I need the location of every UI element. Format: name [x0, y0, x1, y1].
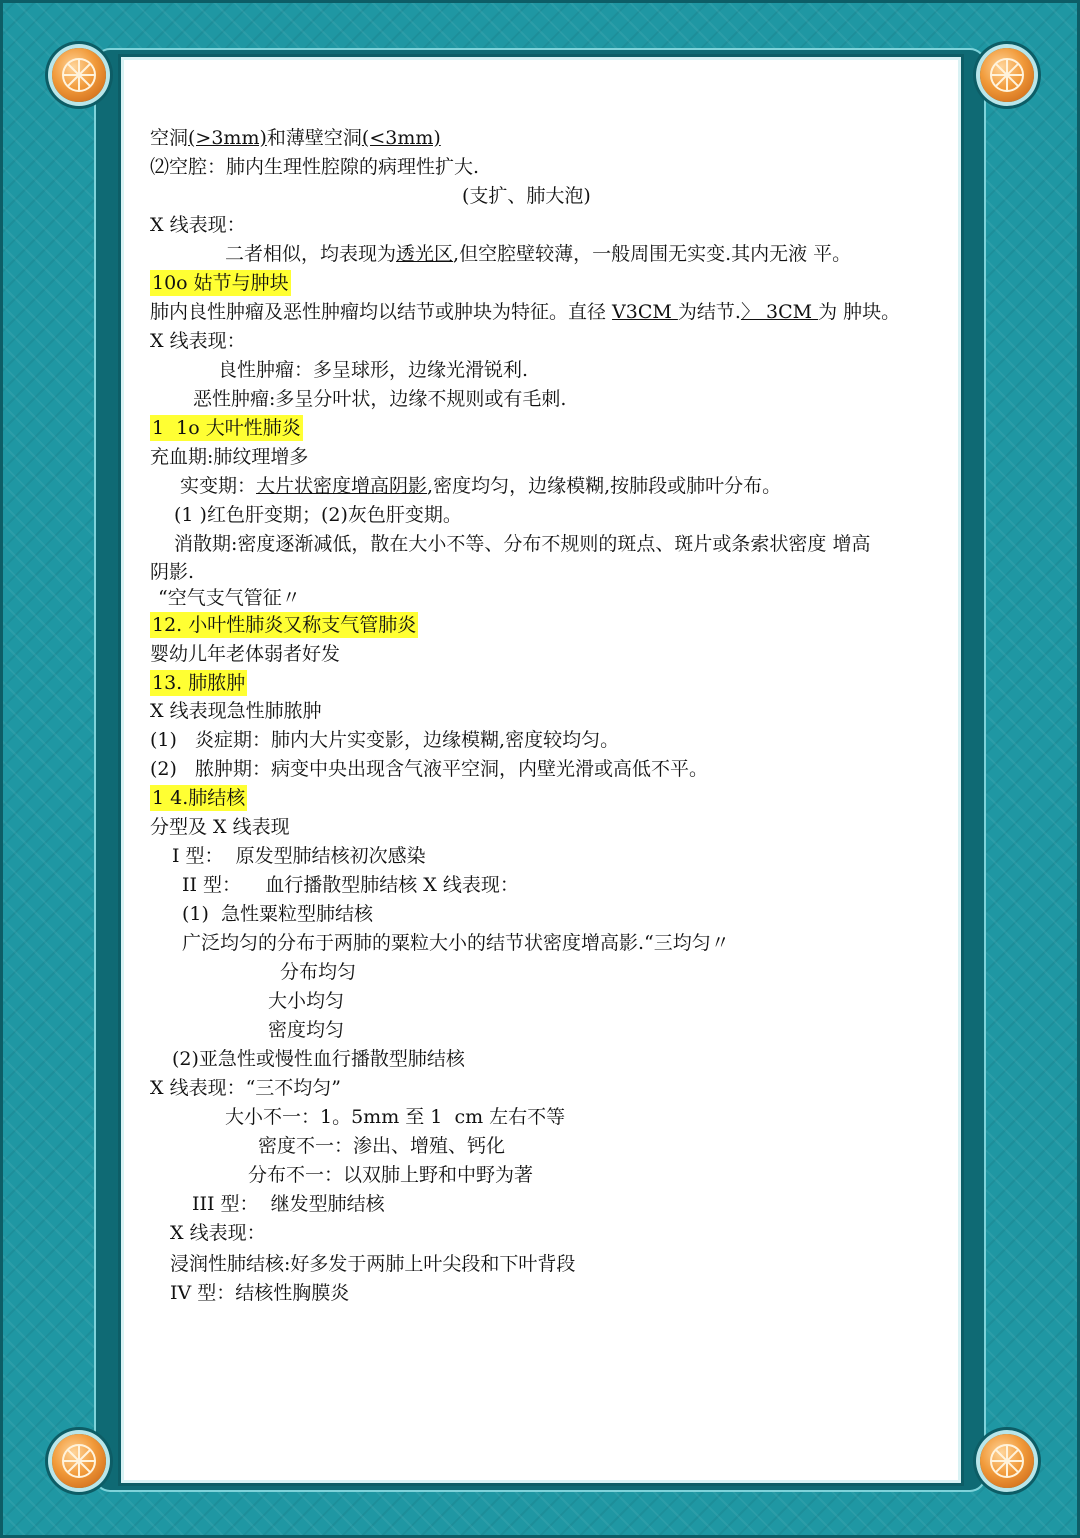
text-span: ,但空腔壁较薄，一般周围无实变.其内无液 平。 — [453, 243, 852, 265]
text-line — [150, 669, 247, 698]
text-line — [150, 784, 247, 813]
text-span: 肺内良性肿瘤及恶性肿瘤均以结节或肿块为特征。直径 — [150, 301, 613, 323]
text-line — [268, 1016, 344, 1045]
text-line — [150, 269, 291, 298]
text-line — [150, 726, 619, 755]
text-line — [150, 640, 340, 669]
text-span: III 型： 继发型肺结核 — [192, 1193, 385, 1215]
text-span: X 线表现： — [170, 1222, 266, 1244]
corner-ornament-icon — [52, 48, 106, 102]
text-line — [150, 755, 708, 784]
text-line — [170, 1250, 575, 1279]
text-span: X 线表现急性肺脓肿 — [150, 700, 322, 722]
text-line — [150, 414, 303, 443]
text-line — [150, 558, 194, 587]
underlined-term: (>3mm) — [188, 127, 267, 149]
section-heading: 12. 小叶性肺炎又称支气管肺炎 — [152, 614, 417, 636]
underlined-term: 透光区 — [396, 243, 454, 265]
text-line — [182, 900, 373, 929]
text-line — [225, 240, 851, 269]
text-span: 密度均匀 — [268, 1019, 345, 1041]
text-line — [193, 385, 566, 414]
text-line — [150, 697, 322, 726]
text-span: X 线表现： — [150, 330, 246, 352]
text-line — [150, 124, 441, 153]
text-line — [170, 1219, 266, 1248]
underlined-term: V3CM — [612, 301, 678, 323]
text-span: 空洞 — [150, 127, 189, 149]
section-heading: 1 4.肺结核 — [152, 787, 246, 809]
text-line — [150, 298, 900, 327]
section-heading: 10o 姑节与肿块 — [152, 272, 289, 294]
text-line — [172, 1045, 465, 1074]
text-line — [172, 842, 426, 871]
text-line — [158, 584, 301, 613]
text-span: ⑵空腔：肺内生理性腔隙的病理性扩大. — [150, 156, 480, 178]
text-span: 良性肿瘤：多呈球形，边缘光滑锐利. — [218, 359, 529, 381]
text-line — [280, 958, 356, 987]
text-span: (2)亚急性或慢性血行播散型肺结核 — [172, 1048, 465, 1070]
text-span: II 型： 血行播散型肺结核 X 线表现： — [182, 874, 519, 896]
text-span: 为 肿块。 — [818, 301, 901, 323]
text-span: 分布均匀 — [280, 961, 357, 983]
text-span: 大小不一：1。5mm 至 1 cm 左右不等 — [225, 1106, 566, 1128]
underlined-term: (<3mm) — [361, 127, 441, 149]
text-span: I 型： 原发型肺结核初次感染 — [172, 845, 426, 867]
text-span: (支扩、肺大泡) — [462, 185, 591, 207]
text-line — [248, 1161, 533, 1190]
text-span: 浸润性肺结核:好多发于两肺上叶尖段和下叶背段 — [170, 1253, 576, 1275]
text-span: (1) 炎症期：肺内大片实变影，边缘模糊,密度较均匀。 — [150, 729, 620, 751]
text-span: (1) 急性粟粒型肺结核 — [182, 903, 373, 925]
text-span: (2) 脓肿期：病变中央出现含气液平空洞，内壁光滑或高低不平。 — [150, 758, 709, 780]
text-span: 充血期:肺纹理增多 — [150, 446, 309, 468]
text-span: 二者相似，均表现为 — [225, 243, 397, 265]
corner-ornament-icon — [980, 1434, 1034, 1488]
corner-ornament-icon — [52, 1434, 106, 1488]
text-span: X 线表现： — [150, 214, 246, 236]
text-line — [182, 871, 519, 900]
text-line — [218, 356, 528, 385]
text-span: 恶性肿瘤:多呈分叶状，边缘不规则或有毛刺. — [193, 388, 567, 410]
text-line — [150, 813, 290, 842]
corner-ornament-icon — [980, 48, 1034, 102]
text-line — [182, 929, 730, 958]
text-span: 消散期:密度逐渐减低，散在大小不等、分布不规则的斑点、斑片或条索状密度 增高 — [174, 533, 871, 555]
text-span: 分布不一：以双肺上野和中野为著 — [248, 1164, 534, 1186]
text-span: 广泛均匀的分布于两肺的粟粒大小的结节状密度增高影.“三均匀〃 — [182, 932, 730, 954]
text-span: 阴影. — [150, 561, 195, 583]
text-line — [268, 987, 344, 1016]
text-line — [192, 1190, 385, 1219]
text-line — [258, 1132, 505, 1161]
text-line — [174, 501, 462, 530]
text-span: 实变期： — [180, 475, 257, 497]
text-span: ,密度均匀，边缘模糊,按肺段或肺叶分布。 — [427, 475, 782, 497]
text-span: 密度不一：渗出、增殖、钙化 — [258, 1135, 506, 1157]
section-heading: 1 1o 大叶性肺炎 — [152, 417, 301, 439]
text-span: “空气支气管征〃 — [158, 587, 301, 609]
text-line — [174, 530, 870, 559]
text-line — [150, 211, 246, 240]
text-line — [150, 1074, 341, 1103]
text-line — [150, 327, 246, 356]
text-span: 大小均匀 — [268, 990, 345, 1012]
text-line — [150, 153, 479, 182]
text-span: (1 )红色肝变期；(2)灰色肝变期。 — [174, 504, 462, 526]
text-span: 分型及 X 线表现 — [150, 816, 290, 838]
underlined-term: 大片状密度增高阴影 — [256, 475, 428, 497]
text-span: 婴幼儿年老体弱者好发 — [150, 643, 341, 665]
text-line — [462, 182, 591, 211]
text-span: 和薄壁空洞 — [266, 127, 362, 149]
section-heading: 13. 肺脓肿 — [152, 672, 246, 694]
text-line — [150, 611, 418, 640]
text-line — [150, 443, 308, 472]
text-span: IV 型：结核性胸膜炎 — [170, 1282, 350, 1304]
text-line — [170, 1279, 349, 1308]
underlined-term: 〉 3CM — [740, 301, 819, 323]
text-line — [225, 1103, 565, 1132]
text-span: X 线表现：“三不均匀” — [150, 1077, 341, 1099]
text-line — [180, 472, 781, 501]
text-span: 为结节. — [677, 301, 741, 323]
